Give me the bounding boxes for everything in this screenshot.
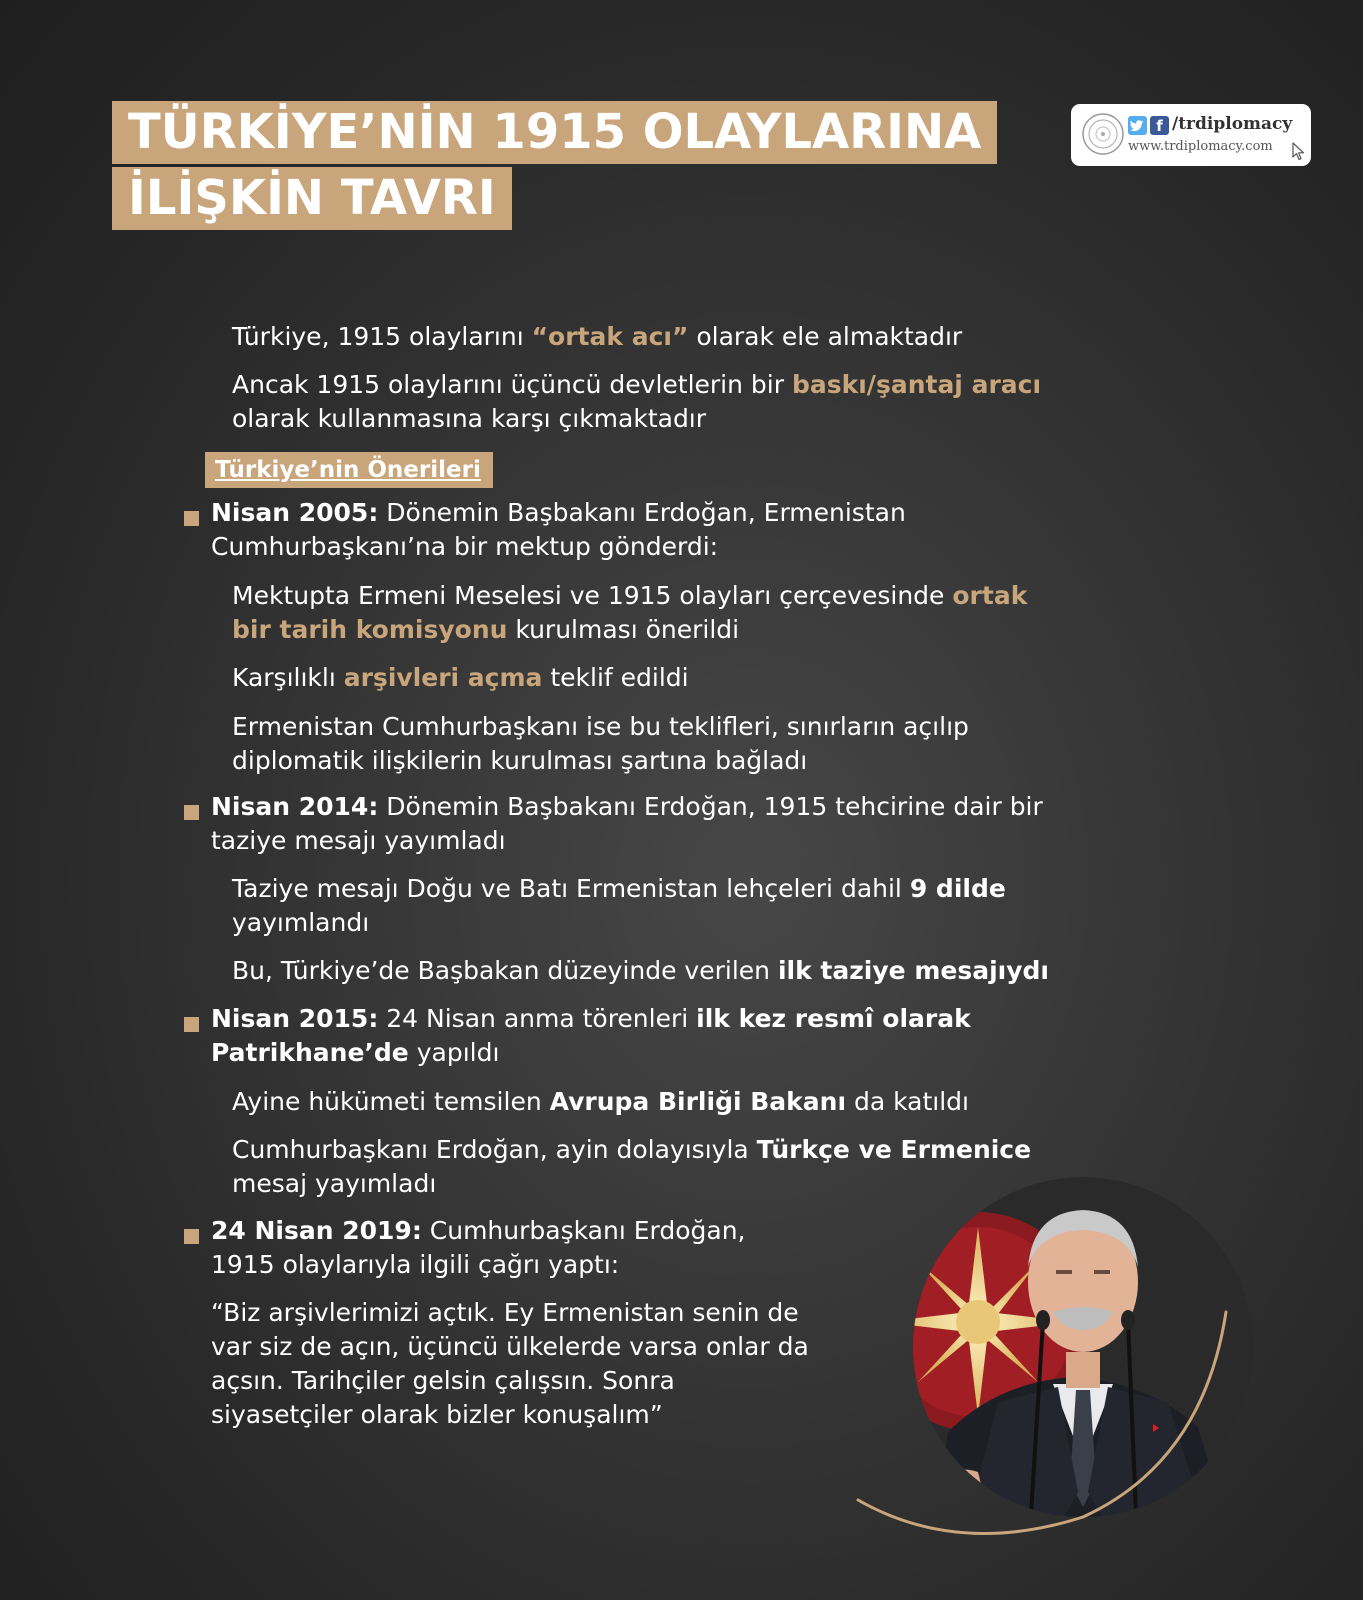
text-span: Türkiye, 1915 olaylarını xyxy=(232,322,532,351)
social-handle[interactable]: /trdiplomacy xyxy=(1172,114,1293,134)
item-text: Dönemin Başbakanı Erdoğan, Ermenistan Cumhurbaşkanı’na bir mektup gönderdi: xyxy=(211,498,906,561)
highlight: baskı/şantaj aracı xyxy=(791,370,1042,399)
text-span: yayımlandı xyxy=(232,908,370,937)
facebook-icon[interactable]: f xyxy=(1150,116,1169,135)
item-date: Nisan 2014: xyxy=(211,792,379,821)
item-2014-sub-1 xyxy=(232,872,1052,940)
item-2014 xyxy=(211,790,1051,858)
item-2015 xyxy=(211,1002,1051,1070)
highlight: ilk kez resmî olarak Patrikhane’de xyxy=(211,1004,971,1067)
text-span: Ancak 1915 olaylarını üçüncü devletlerin bir xyxy=(232,370,792,399)
section-title: Türkiye’nin Önerileri xyxy=(205,452,493,488)
text-span: Taziye mesajı Doğu ve Batı Ermenistan lehçeleri dahil xyxy=(232,874,910,903)
bullet-square-icon xyxy=(184,1017,199,1032)
highlight: arşivleri açma xyxy=(343,663,543,692)
highlight: “ortak acı” xyxy=(531,322,689,351)
bullet-square-icon xyxy=(184,1229,199,1244)
title-line-1: TÜRKİYE’NİN 1915 OLAYLARINA xyxy=(112,101,997,164)
website-link[interactable]: www.trdiplomacy.com xyxy=(1128,139,1273,154)
intro-paragraph-2 xyxy=(232,368,1052,436)
text-span: Bu, Türkiye’de Başbakan düzeyinde verilen xyxy=(232,956,778,985)
intro-paragraph-1 xyxy=(232,320,1052,354)
item-date: Nisan 2015: xyxy=(211,1004,379,1033)
mouse-cursor-icon xyxy=(1292,142,1306,162)
item-text: Cumhurbaşkanı Erdoğan, 1915 olaylarıyla ilgili çağrı yaptı: xyxy=(211,1216,746,1279)
item-2014-sub-2 xyxy=(232,954,1052,988)
quote-text: “Biz arşivlerimizi açtık. Ey Ermenistan senin de var siz de açın, üçüncü ülkelerde varsa onlar da açsın. Tarihçiler gelsin çalışsın. Sonra siyasetçiler olarak bizler konuşalım” xyxy=(211,1298,809,1429)
text-span: kurulması önerildi xyxy=(507,615,740,644)
text-span: olarak kullanmasına karşı çıkmaktadır xyxy=(232,404,707,433)
item-date: Nisan 2005: xyxy=(211,498,379,527)
text-span: da katıldı xyxy=(846,1087,969,1116)
bullet-square-icon xyxy=(184,511,199,526)
highlight: Avrupa Birliği Bakanı xyxy=(549,1087,847,1116)
item-2019 xyxy=(211,1214,791,1282)
item-2005-sub-2 xyxy=(232,661,1052,695)
text-span: Mektupta Ermeni Meselesi ve 1915 olayları çerçevesinde xyxy=(232,581,953,610)
item-text: Dönemin Başbakanı Erdoğan, 1915 tehcirine dair bir taziye mesajı yayımladı xyxy=(211,792,1043,855)
item-2005-sub-1 xyxy=(232,579,1052,647)
item-date: 24 Nisan 2019: xyxy=(211,1216,422,1245)
bullet-square-icon xyxy=(184,805,199,820)
highlight: Türkçe ve Ermenice xyxy=(756,1135,1032,1164)
social-badge[interactable] xyxy=(1071,104,1311,166)
text-span: Karşılıklı xyxy=(232,663,344,692)
item-2015-sub-1 xyxy=(232,1085,1052,1119)
title-line-2: İLİŞKİN TAVRI xyxy=(112,167,512,230)
presidential-seal-icon xyxy=(1081,112,1125,156)
item-2005 xyxy=(211,496,1051,564)
highlight: ortak bir tarih komisyonu xyxy=(232,581,1028,644)
text-span: Cumhurbaşkanı Erdoğan, ayin dolayısıyla xyxy=(232,1135,757,1164)
text-span: olarak ele almaktadır xyxy=(688,322,963,351)
item-text: yapıldı xyxy=(408,1038,500,1067)
portrait-image xyxy=(838,1162,1258,1562)
highlight: ilk taziye mesajıydı xyxy=(777,956,1049,985)
text-span: mesaj yayımladı xyxy=(232,1169,437,1198)
highlight: 9 dilde xyxy=(909,874,1006,903)
text-span: teklif edildi xyxy=(542,663,689,692)
item-2005-sub-3: Ermenistan Cumhurbaşkanı ise bu teklifleri, sınırların açılıp diplomatik ilişkilerin kurulması şartına bağladı xyxy=(232,712,969,775)
text-span: Ayine hükümeti temsilen xyxy=(232,1087,550,1116)
item-text: 24 Nisan anma törenleri xyxy=(378,1004,697,1033)
twitter-icon[interactable] xyxy=(1128,116,1147,135)
